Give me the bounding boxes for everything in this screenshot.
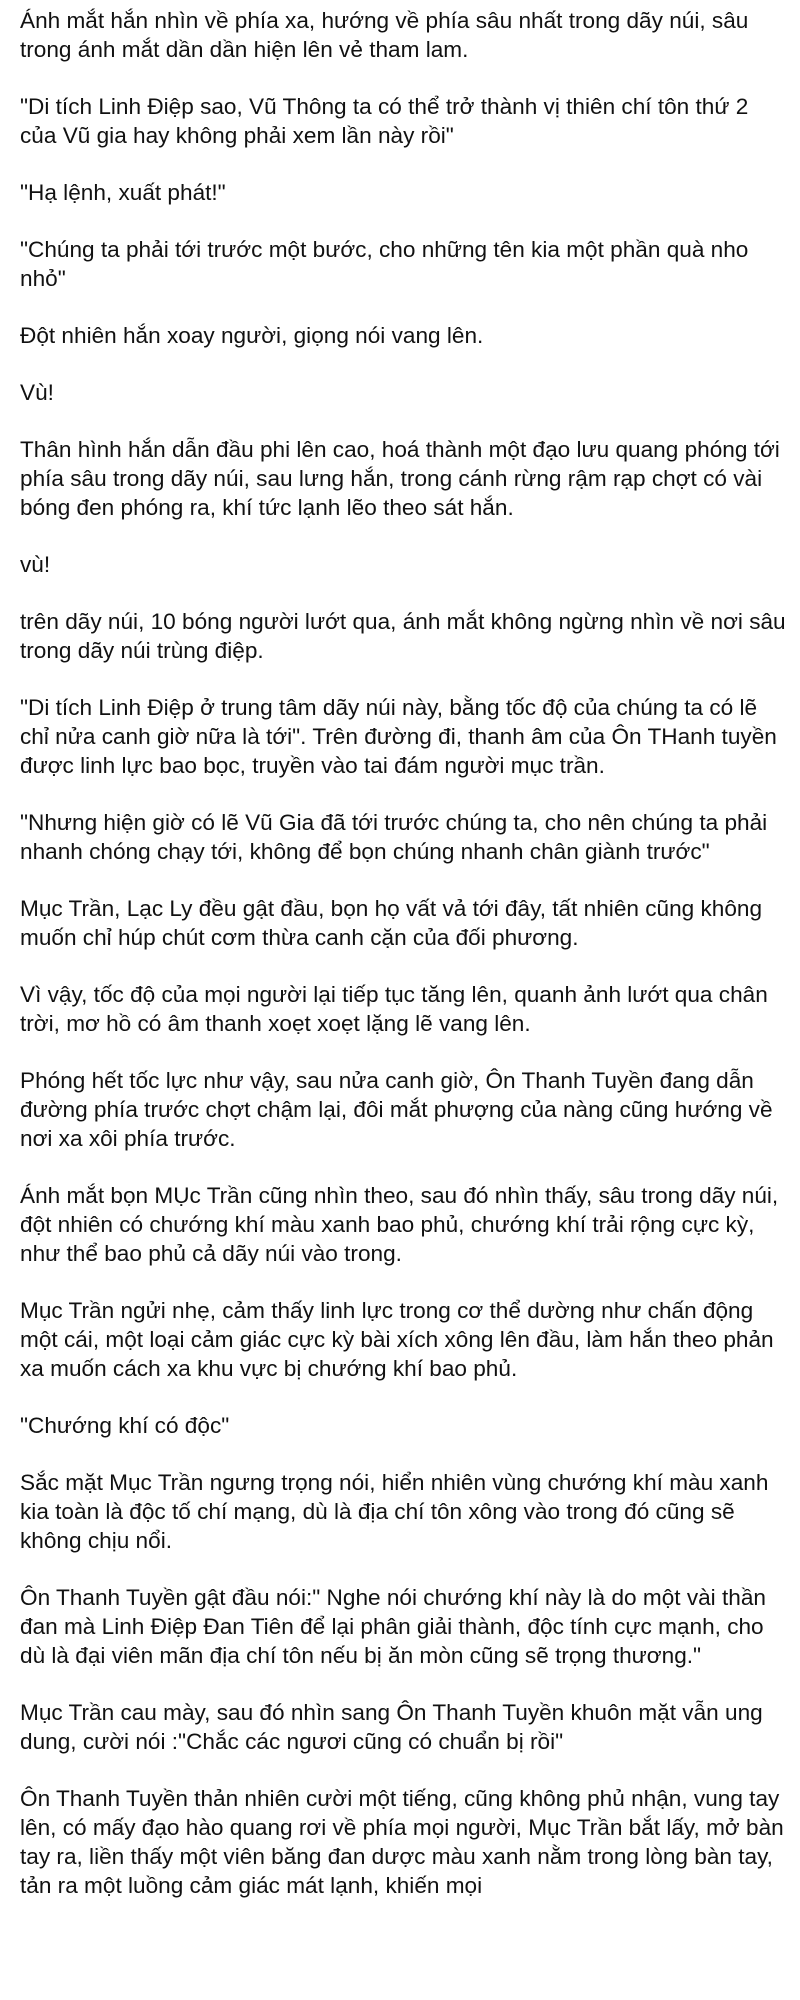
paragraph: Vì vậy, tốc độ của mọi người lại tiếp tục tăng lên, quanh ảnh lướt qua chân trời, mơ hồ có âm thanh xoẹt xoẹt lặng lẽ vang lên. — [20, 982, 768, 1036]
paragraph: "Nhưng hiện giờ có lẽ Vũ Gia đã tới trước chúng ta, cho nên chúng ta phải nhanh chóng chạy tới, không để bọn chúng nhanh chân giành trước" — [20, 810, 768, 864]
paragraph: "Di tích Linh Điệp sao, Vũ Thông ta có thể trở thành vị thiên chí tôn thứ 2 của Vũ gia hay không phải xem lần này rồi" — [20, 94, 749, 148]
paragraph: vù! — [20, 552, 51, 577]
paragraph: Mục Trần ngửi nhẹ, cảm thấy linh lực trong cơ thể dường như chấn động một cái, một loại cảm giác cực kỳ bài xích xông lên đầu, làm hắn theo phản xa muốn cách xa khu vực bị chướng khí bao phủ. — [20, 1298, 774, 1381]
paragraph: Đột nhiên hắn xoay người, giọng nói vang lên. — [20, 323, 484, 348]
paragraph: Ôn Thanh Tuyền thản nhiên cười một tiếng, cũng không phủ nhận, vung tay lên, có mấy đạo hào quang rơi về phía mọi người, Mục Trần bắt lấy, mở bàn tay ra, liền thấy một viên băng đan dược màu xanh nằm trong lòng bàn tay, tản ra một luồng cảm giác mát lạnh, khiến mọi — [20, 1786, 784, 1898]
paragraph: "Di tích Linh Điệp ở trung tâm dãy núi này, bằng tốc độ của chúng ta có lẽ chỉ nửa canh giờ nữa là tới". Trên đường đi, thanh âm của Ôn THanh tuyền được linh lực bao bọc, truyền vào tai đám người mục trần. — [20, 695, 777, 778]
paragraph: Vù! — [20, 380, 54, 405]
paragraph: Mục Trần, Lạc Ly đều gật đầu, bọn họ vất vả tới đây, tất nhiên cũng không muốn chỉ húp chút cơm thừa canh cặn của đối phương. — [20, 896, 763, 950]
document-body — [20, 0, 790, 1928]
paragraph: Sắc mặt Mục Trần ngưng trọng nói, hiển nhiên vùng chướng khí màu xanh kia toàn là độc tố chí mạng, dù là địa chí tôn xông vào trong đó cũng sẽ không chịu nổi. — [20, 1470, 769, 1553]
paragraph: "Hạ lệnh, xuất phát!" — [20, 180, 226, 205]
paragraph: "Chúng ta phải tới trước một bước, cho những tên kia một phần quà nho nhỏ" — [20, 237, 749, 291]
paragraph: "Chướng khí có độc" — [20, 1413, 230, 1438]
paragraph: Ánh mắt hắn nhìn về phía xa, hướng về phía sâu nhất trong dãy núi, sâu trong ánh mắt dần dần hiện lên vẻ tham lam. — [20, 8, 749, 62]
paragraph: trên dãy núi, 10 bóng người lướt qua, ánh mắt không ngừng nhìn về nơi sâu trong dãy núi trùng điệp. — [20, 609, 786, 663]
paragraph: Phóng hết tốc lực như vậy, sau nửa canh giờ, Ôn Thanh Tuyền đang dẫn đường phía trước chợt chậm lại, đôi mắt phượng của nàng cũng hướng về nơi xa xôi phía trước. — [20, 1068, 773, 1151]
paragraph: Ôn Thanh Tuyền gật đầu nói:" Nghe nói chướng khí này là do một vài thần đan mà Linh Điệp Đan Tiên để lại phân giải thành, độc tính cực mạnh, cho dù là đại viên mãn địa chí tôn nếu bị ăn mòn cũng sẽ trọng thương." — [20, 1585, 766, 1668]
paragraph: Mục Trần cau mày, sau đó nhìn sang Ôn Thanh Tuyền khuôn mặt vẫn ung dung, cười nói :"Chắc các ngươi cũng có chuẩn bị rồi" — [20, 1700, 763, 1754]
paragraph: Thân hình hắn dẫn đầu phi lên cao, hoá thành một đạo lưu quang phóng tới phía sâu trong dãy núi, sau lưng hắn, trong cánh rừng rậm rạp chợt có vài bóng đen phóng ra, khí tức lạnh lẽo theo sát hắn. — [20, 437, 780, 520]
paragraph: Ánh mắt bọn MỤc Trần cũng nhìn theo, sau đó nhìn thấy, sâu trong dãy núi, đột nhiên có chướng khí màu xanh bao phủ, chướng khí trải rộng cực kỳ, như thể bao phủ cả dãy núi vào trong. — [20, 1183, 779, 1266]
